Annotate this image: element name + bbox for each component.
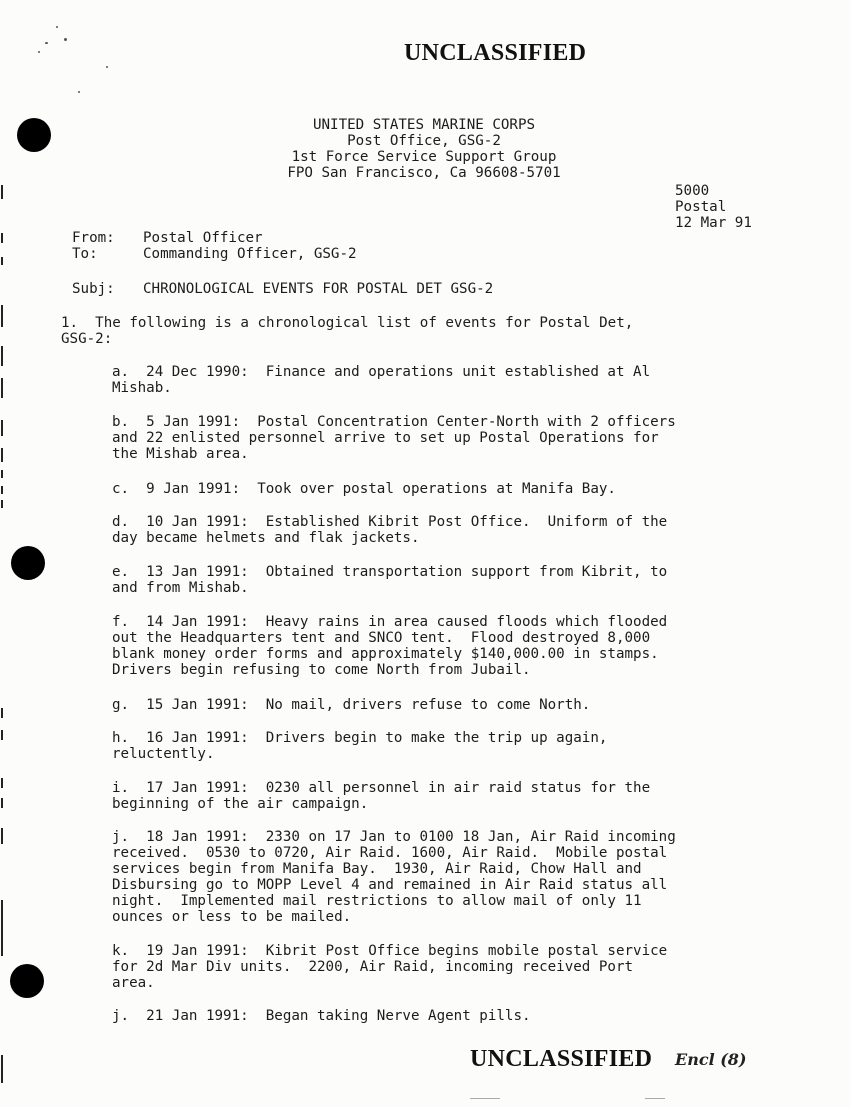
letter-date: 12 Mar 91 xyxy=(675,215,752,231)
margin-mark xyxy=(1,486,3,494)
punch-hole xyxy=(17,118,51,152)
margin-mark xyxy=(1,500,3,508)
letterhead-line: Post Office, GSG-2 xyxy=(347,133,501,149)
margin-mark xyxy=(1,730,3,740)
classification-top: UNCLASSIFIED xyxy=(404,40,587,66)
event-f-line: out the Headquarters tent and SNCO tent. Flood destroyed 8,000 xyxy=(112,630,651,646)
event-j-line: Disbursing go to MOPP Level 4 and remained in Air Raid status all xyxy=(112,877,668,893)
margin-mark xyxy=(1,448,3,462)
scan-speck xyxy=(38,51,40,53)
event-f-line: blank money order forms and approximately $140,000.00 in stamps. xyxy=(112,646,659,662)
event-k-line: area. xyxy=(112,975,155,991)
event-j-line: ounces or less to be mailed. xyxy=(112,909,352,925)
event-j-line: night. Implemented mail restrictions to allow mail of only 11 xyxy=(112,893,642,909)
event-e-line: and from Mishab. xyxy=(112,580,249,596)
letterhead-line: 1st Force Service Support Group xyxy=(291,149,557,165)
scan-rule xyxy=(470,1098,500,1099)
intro-line: GSG-2: xyxy=(61,331,113,347)
margin-mark xyxy=(1,185,3,199)
enclosure-mark: Encl (8) xyxy=(675,1050,747,1069)
scan-speck xyxy=(64,38,67,41)
scan-speck xyxy=(45,42,48,44)
margin-mark xyxy=(1,420,3,436)
scan-speck xyxy=(56,26,58,28)
event-d-line: day became helmets and flak jackets. xyxy=(112,530,420,546)
margin-mark xyxy=(1,708,3,718)
classification-bottom: UNCLASSIFIED xyxy=(470,1046,653,1072)
punch-hole xyxy=(10,964,44,998)
ssic-code: 5000 xyxy=(675,183,710,199)
to-label: To: xyxy=(72,246,98,262)
intro-line: 1. The following is a chronological list of events for Postal Det, xyxy=(61,315,634,331)
to-value: Commanding Officer, GSG-2 xyxy=(143,246,357,262)
event-e-line: e. 13 Jan 1991: Obtained transportation support from Kibrit, to xyxy=(112,564,668,580)
scan-rule xyxy=(645,1098,665,1099)
margin-mark xyxy=(1,828,3,844)
scan-speck xyxy=(78,91,80,93)
event-f-line: f. 14 Jan 1991: Heavy rains in area caused floods which flooded xyxy=(112,614,668,630)
from-value: Postal Officer xyxy=(143,230,263,246)
from-label: From: xyxy=(72,230,115,246)
event-h-line: h. 16 Jan 1991: Drivers begin to make the trip up again, xyxy=(112,730,608,746)
margin-mark xyxy=(1,1055,3,1083)
event-i-line: beginning of the air campaign. xyxy=(112,796,369,812)
margin-mark xyxy=(1,346,3,366)
event-k-line: for 2d Mar Div units. 2200, Air Raid, incoming received Port xyxy=(112,959,634,975)
event-f-line: Drivers begin refusing to come North from Jubail. xyxy=(112,662,531,678)
margin-mark xyxy=(1,257,3,265)
event-l-line: j. 21 Jan 1991: Began taking Nerve Agent pills. xyxy=(112,1008,531,1024)
subject-value: CHRONOLOGICAL EVENTS FOR POSTAL DET GSG-2 xyxy=(143,281,494,297)
margin-mark xyxy=(1,233,3,243)
margin-mark xyxy=(1,378,3,398)
margin-mark xyxy=(1,778,3,788)
subject-label: Subj: xyxy=(72,281,115,297)
event-b-line: and 22 enlisted personnel arrive to set up Postal Operations for xyxy=(112,430,659,446)
letterhead-line: FPO San Francisco, Ca 96608-5701 xyxy=(287,165,561,181)
margin-mark xyxy=(1,900,3,956)
event-a-line: a. 24 Dec 1990: Finance and operations unit established at Al xyxy=(112,364,651,380)
office-code: Postal xyxy=(675,199,727,215)
event-a-line: Mishab. xyxy=(112,380,172,396)
event-h-line: reluctently. xyxy=(112,746,215,762)
event-k-line: k. 19 Jan 1991: Kibrit Post Office begins mobile postal service xyxy=(112,943,668,959)
event-b-line: b. 5 Jan 1991: Postal Concentration Center-North with 2 officers xyxy=(112,414,676,430)
event-j-line: services begin from Manifa Bay. 1930, Air Raid, Chow Hall and xyxy=(112,861,642,877)
margin-mark xyxy=(1,798,3,808)
event-d-line: d. 10 Jan 1991: Established Kibrit Post Office. Uniform of the xyxy=(112,514,668,530)
letterhead-line: UNITED STATES MARINE CORPS xyxy=(312,117,536,133)
event-g-line: g. 15 Jan 1991: No mail, drivers refuse to come North. xyxy=(112,697,591,713)
punch-hole xyxy=(11,546,45,580)
event-j-line: j. 18 Jan 1991: 2330 on 17 Jan to 0100 18 Jan, Air Raid incoming xyxy=(112,829,676,845)
margin-mark xyxy=(1,470,3,478)
event-j-line: received. 0530 to 0720, Air Raid. 1600, Air Raid. Mobile postal xyxy=(112,845,668,861)
margin-mark xyxy=(1,305,3,327)
scan-speck xyxy=(106,66,108,68)
event-b-line: the Mishab area. xyxy=(112,446,249,462)
event-i-line: i. 17 Jan 1991: 0230 all personnel in air raid status for the xyxy=(112,780,651,796)
event-c-line: c. 9 Jan 1991: Took over postal operations at Manifa Bay. xyxy=(112,481,616,497)
